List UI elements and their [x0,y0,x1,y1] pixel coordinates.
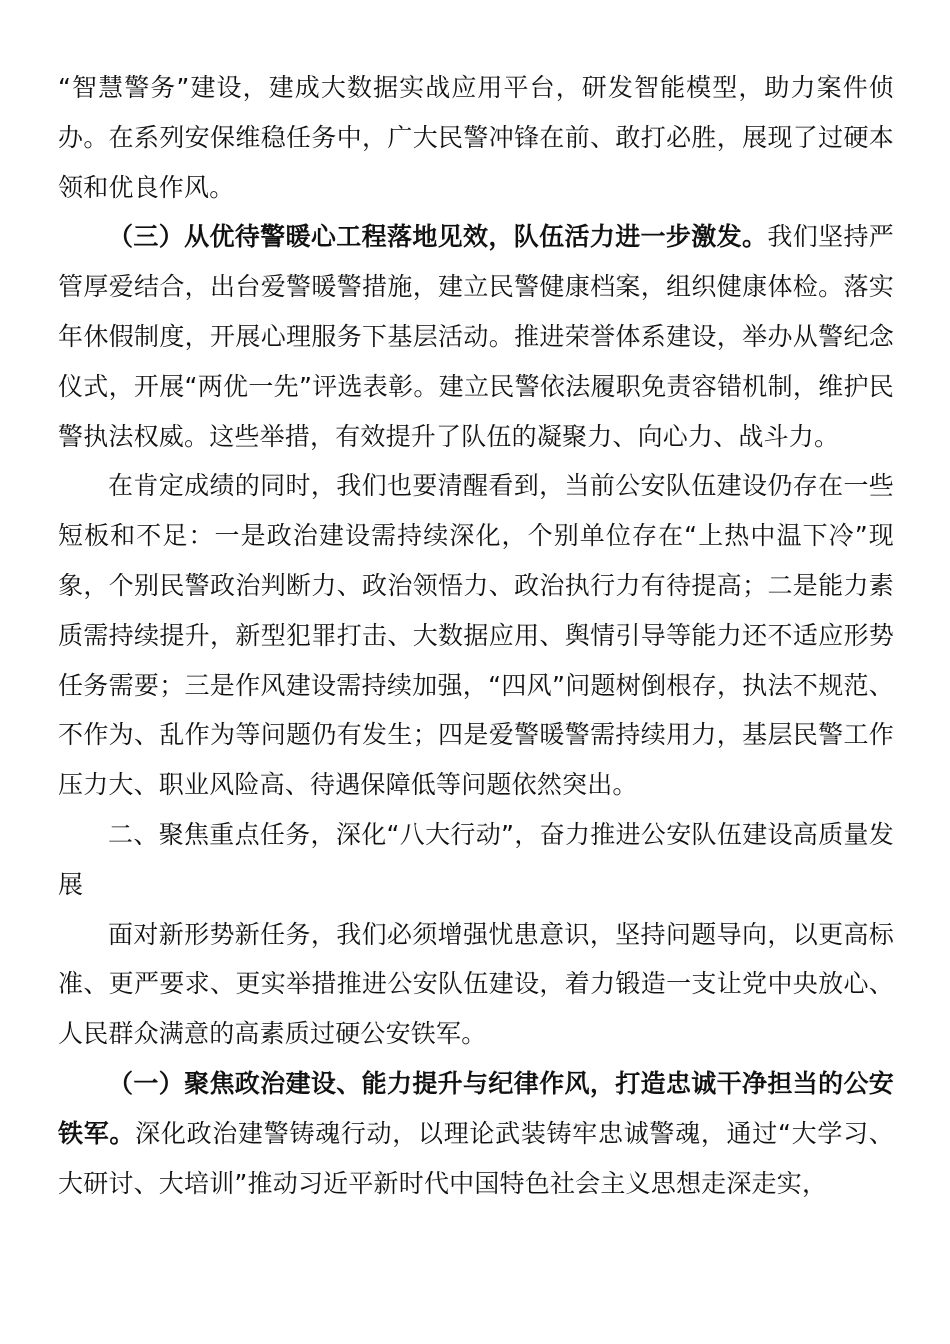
section-heading-2 [58,810,894,910]
paragraph-6-heading: （一）聚焦政治建设、能力提升与纪律作风，打造忠诚干净担当的公安铁军。 [58,1068,894,1148]
section-heading-2-text: 二、聚焦重点任务，深化“八大行动”，奋力推进公安队伍建设高质量发展 [58,819,894,899]
paragraph-6 [58,1059,894,1208]
paragraph-5 [58,910,894,1059]
paragraph-2 [58,212,894,461]
paragraph-1 [58,63,894,212]
paragraph-6-text: 深化政治建警铸魂行动，以理论武装铸牢忠诚警魂，通过“大学习、大研讨、大培训”推动习近平新时代中国特色社会主义思想走深走实， [58,1118,894,1198]
paragraph-1-text: “智慧警务”建设，建成大数据实战应用平台，研发智能模型，助力案件侦办。在系列安保维稳任务中，广大民警冲锋在前、敢打必胜，展现了过硬本领和优良作风。 [58,73,894,202]
document-page [58,63,894,1208]
paragraph-2-heading: （三）从优待警暖心工程落地见效，队伍活力进一步激发。 [108,222,768,252]
paragraph-5-text: 面对新形势新任务，我们必须增强忧患意识，坚持问题导向，以更高标准、更严要求、更实举措推进公安队伍建设，着力锻造一支让党中央放心、人民群众满意的高素质过硬公安铁军。 [58,919,894,1049]
paragraph-2-text: 我们坚持严管厚爱结合，出台爱警暖警措施，建立民警健康档案，组织健康体检。落实年休假制度，开展心理服务下基层活动。推进荣誉体系建设，举办从警纪念仪式，开展“两优一先”评选表彰。建立民警依法履职免责容错机制，维护民警执法权威。这些举措，有效提升了队伍的凝聚力、向心力、战斗力。 [58,222,894,451]
paragraph-3-text: 在肯定成绩的同时，我们也要清醒看到，当前公安队伍建设仍存在一些短板和不足：一是政治建设需持续深化，个别单位存在“上热中温下冷”现象，个别民警政治判断力、政治领悟力、政治执行力有待提高；二是能力素质需持续提升，新型犯罪打击、大数据应用、舆情引导等能力还不适应形势任务需要；三是作风建设需持续加强，“四风”问题树倒根存，执法不规范、不作为、乱作为等问题仍有发生；四是爱警暖警需持续用力，基层民警工作压力大、职业风险高、待遇保障低等问题依然突出。 [58,471,894,800]
paragraph-3 [58,461,894,810]
